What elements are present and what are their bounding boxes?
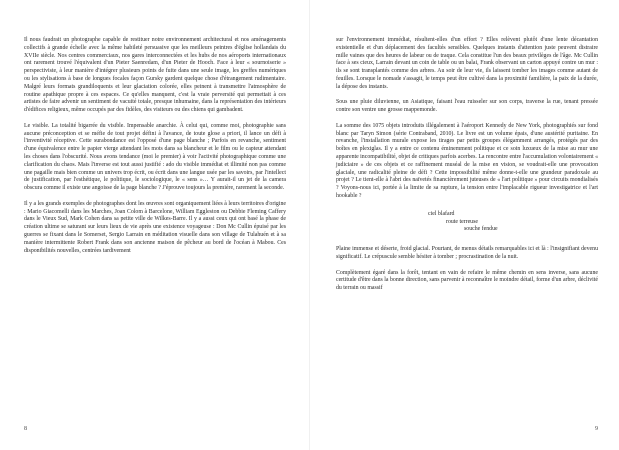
left-page [0,0,309,450]
right-paragraph-1: sur l'environnement immédiat, résultent-elles d'un effort ? Elles relèvent plutôt d'une lente décantation existentielle et d'un déplacement des facultés sensibles. Quelques instants d'attention juste peuvent distraire mille vaines que des heures de labeur ou de traque. Cela constitue l'un des beaux privilèges de l'âge. Mc Cullin face à ses cieux, Larrain devant un coin de table ou un balai, Frank observant un carton appuyé contre un mur : ils se sont transplantés comme des arbres. Au soir de leur vie, ils laissent tomber les images comme autant de feuilles. Lorsque le nomade s'assagit, le temps peut être cultivé dans la proximité familière, la paix de la durée, la dépose des instants. [336,37,598,90]
right-page [310,0,619,450]
verse-block [336,211,598,234]
right-paragraph-5: Complètement égaré dans la forêt, tentant en vain de refaire le même chemin en sens inverse, sans aucune certitude d'être dans la bonne direction, sans parvenir à reconnaître le moindre détail, forme d'un arbre, déclivité du terrain ou massif [336,269,598,292]
verse-line-1: ciel blafard [428,210,455,217]
right-paragraph-2: Sous une pluie diluvienne, un Asiatique, faisant l'eau ruisseler sur son corps, traverse la rue, tenant pressée contre son ventre une grosse mappemonde. [336,99,598,114]
right-text-column [336,37,598,293]
left-paragraph-3: Il y a les grands exemples de photographes dont les œuvres sont organiquement liées à leurs territoires d'origine : Mario Giacomelli dans les Marches, Joan Colom à Barcelone, William Eggleston ou Debbie Fleming Caffery dans le Vieux Sud, Mark Cohen dans sa petite ville de Wilkes-Barre. Il y a aussi ceux qui ont basé la phase de création ultime se saturant sur leurs lieux de vie après une existence voyageuse : Don Mc Cullin épuisé par les guerres se fixant dans le Somerset, Sergio Larrain en méditation visuelle dans son village de Tulahuén et à sa manière intermittente Robert Frank dans son ancienne maison de pêcheur au bord de l'océan à Mabou. Ces disponibilités nouvelles, centrées tardivement [24,200,286,254]
right-paragraph-3: La somme des 1075 objets introduits illégalement à l'aéroport Kennedy de New York, photographiés sur fond blanc par Taryn Simon (série Contraband, 2010). Le livre est un volume épais, d'une austérité puritaine. En revanche, l'installation murale expose les tirages par petits groupes élégamment arrangés, protégés par des boîtes en plexiglas. Il y a entre ce contenu éminemment politique et ce soin luxueux de la mise au mur une apparente incompatibilité, objet de critiques parfois acerbes. La rencontre entre l'accumulation volontairement « judiciaire » de ces objets et ce raffinement muséal de la mise en vision, se voudrait-elle une provocation glaciale, une radicalité pleine de défi ? Cette impossibilité même donne-t-elle une grandeur paradoxale au projet ? Le tient-elle à l'abri des naïvetés financièrement juteuses de « l'art politique » pour circuits mondialisés ? Voyons-nous ici, portée à la limite de sa rupture, la tension entre l'implacable rigueur investigatrice et l'art hookable ? [336,122,598,199]
verse-line-2: route terreuse [446,218,478,225]
left-text-column [24,37,286,255]
right-paragraph-4: Plaine immense et déserte, froid glacial. Pourtant, de menus détails remarquables ici et là : l'insignifiant devenu significatif. Le crépuscule semble hésiter à tomber ; procrastination de la nuit. [336,246,598,260]
left-paragraph-2: Le visible. La totalité bigarrée du visible. Impensable anarchie. À celui qui, comme moi, photographie sans aucune préconception et se méfie de tout projet défini à l'avance, de toute glose a priori, il lance un défi à l'inventivité réceptive. Cette surabondance est l'opposé d'une page blanche ; Parfois en revanche, sentiment d'une équivalence entre le papier vierge attendant les mots dans sa blancheur et le film ou le capteur attendant les choses dans l'obscurité. Nous avons tendance (moi le premier) à voir l'activité photographique comme une clarification du chaos. Mais l'inverse est tout aussi justifié : ado du visible immédiat et illimité non pas comme une pagaille mais bien comme un univers trop écrit, ou écrit dans une langue usée par les savoirs, par l'intellect de justification, par l'esthétique, le politique, le sociologique, le « sens »… Y aurait-il un jet de la camera obscura comme il existe une angoisse de la page blanche ? J'éprouve toujours la première, rarement la seconde. [24,122,286,192]
left-paragraph-1: Il nous faudrait un photographe capable de restituer notre environnement architectural et nos aménagements collectifs à grande échelle avec la même habileté persuasive que les meilleurs peintres d'église hollandais du XVIIe siècle. Nos centres commerciaux, nos gares interconnectées et les hubs de nos aéroports internationaux ont rarement trouvé l'équivalent d'un Pieter Saenredam, d'un Pieter de Hooch. Face à leur « sournoiserie » perspectiviste, à leur manière d'intégrer plusieurs points de fuite dans une seule image, les greffes numériques ou les stylisations à base de longues focales façon Gursky gardent quelque chose d'étrangement rudimentaire. Malgré leurs formats grandiloquents et leur glaciation colorée, elles peinent à transmettre l'atmosphère de routine apathique propre à ces espaces. Ce qu'elles manquent, c'est la vraie perversité qui permettait à ces artistes de faire advenir un sentiment de vacuité totale, presque inhumaine, dans la représentation des intérieurs d'édifices religieux, même occupés par des fidèles, des visiteurs ou des chiens qui gambadent. [24,37,286,114]
left-page-number: 8 [24,426,27,432]
right-page-number: 9 [595,426,598,432]
verse-line-3: souche fendue [464,226,498,233]
